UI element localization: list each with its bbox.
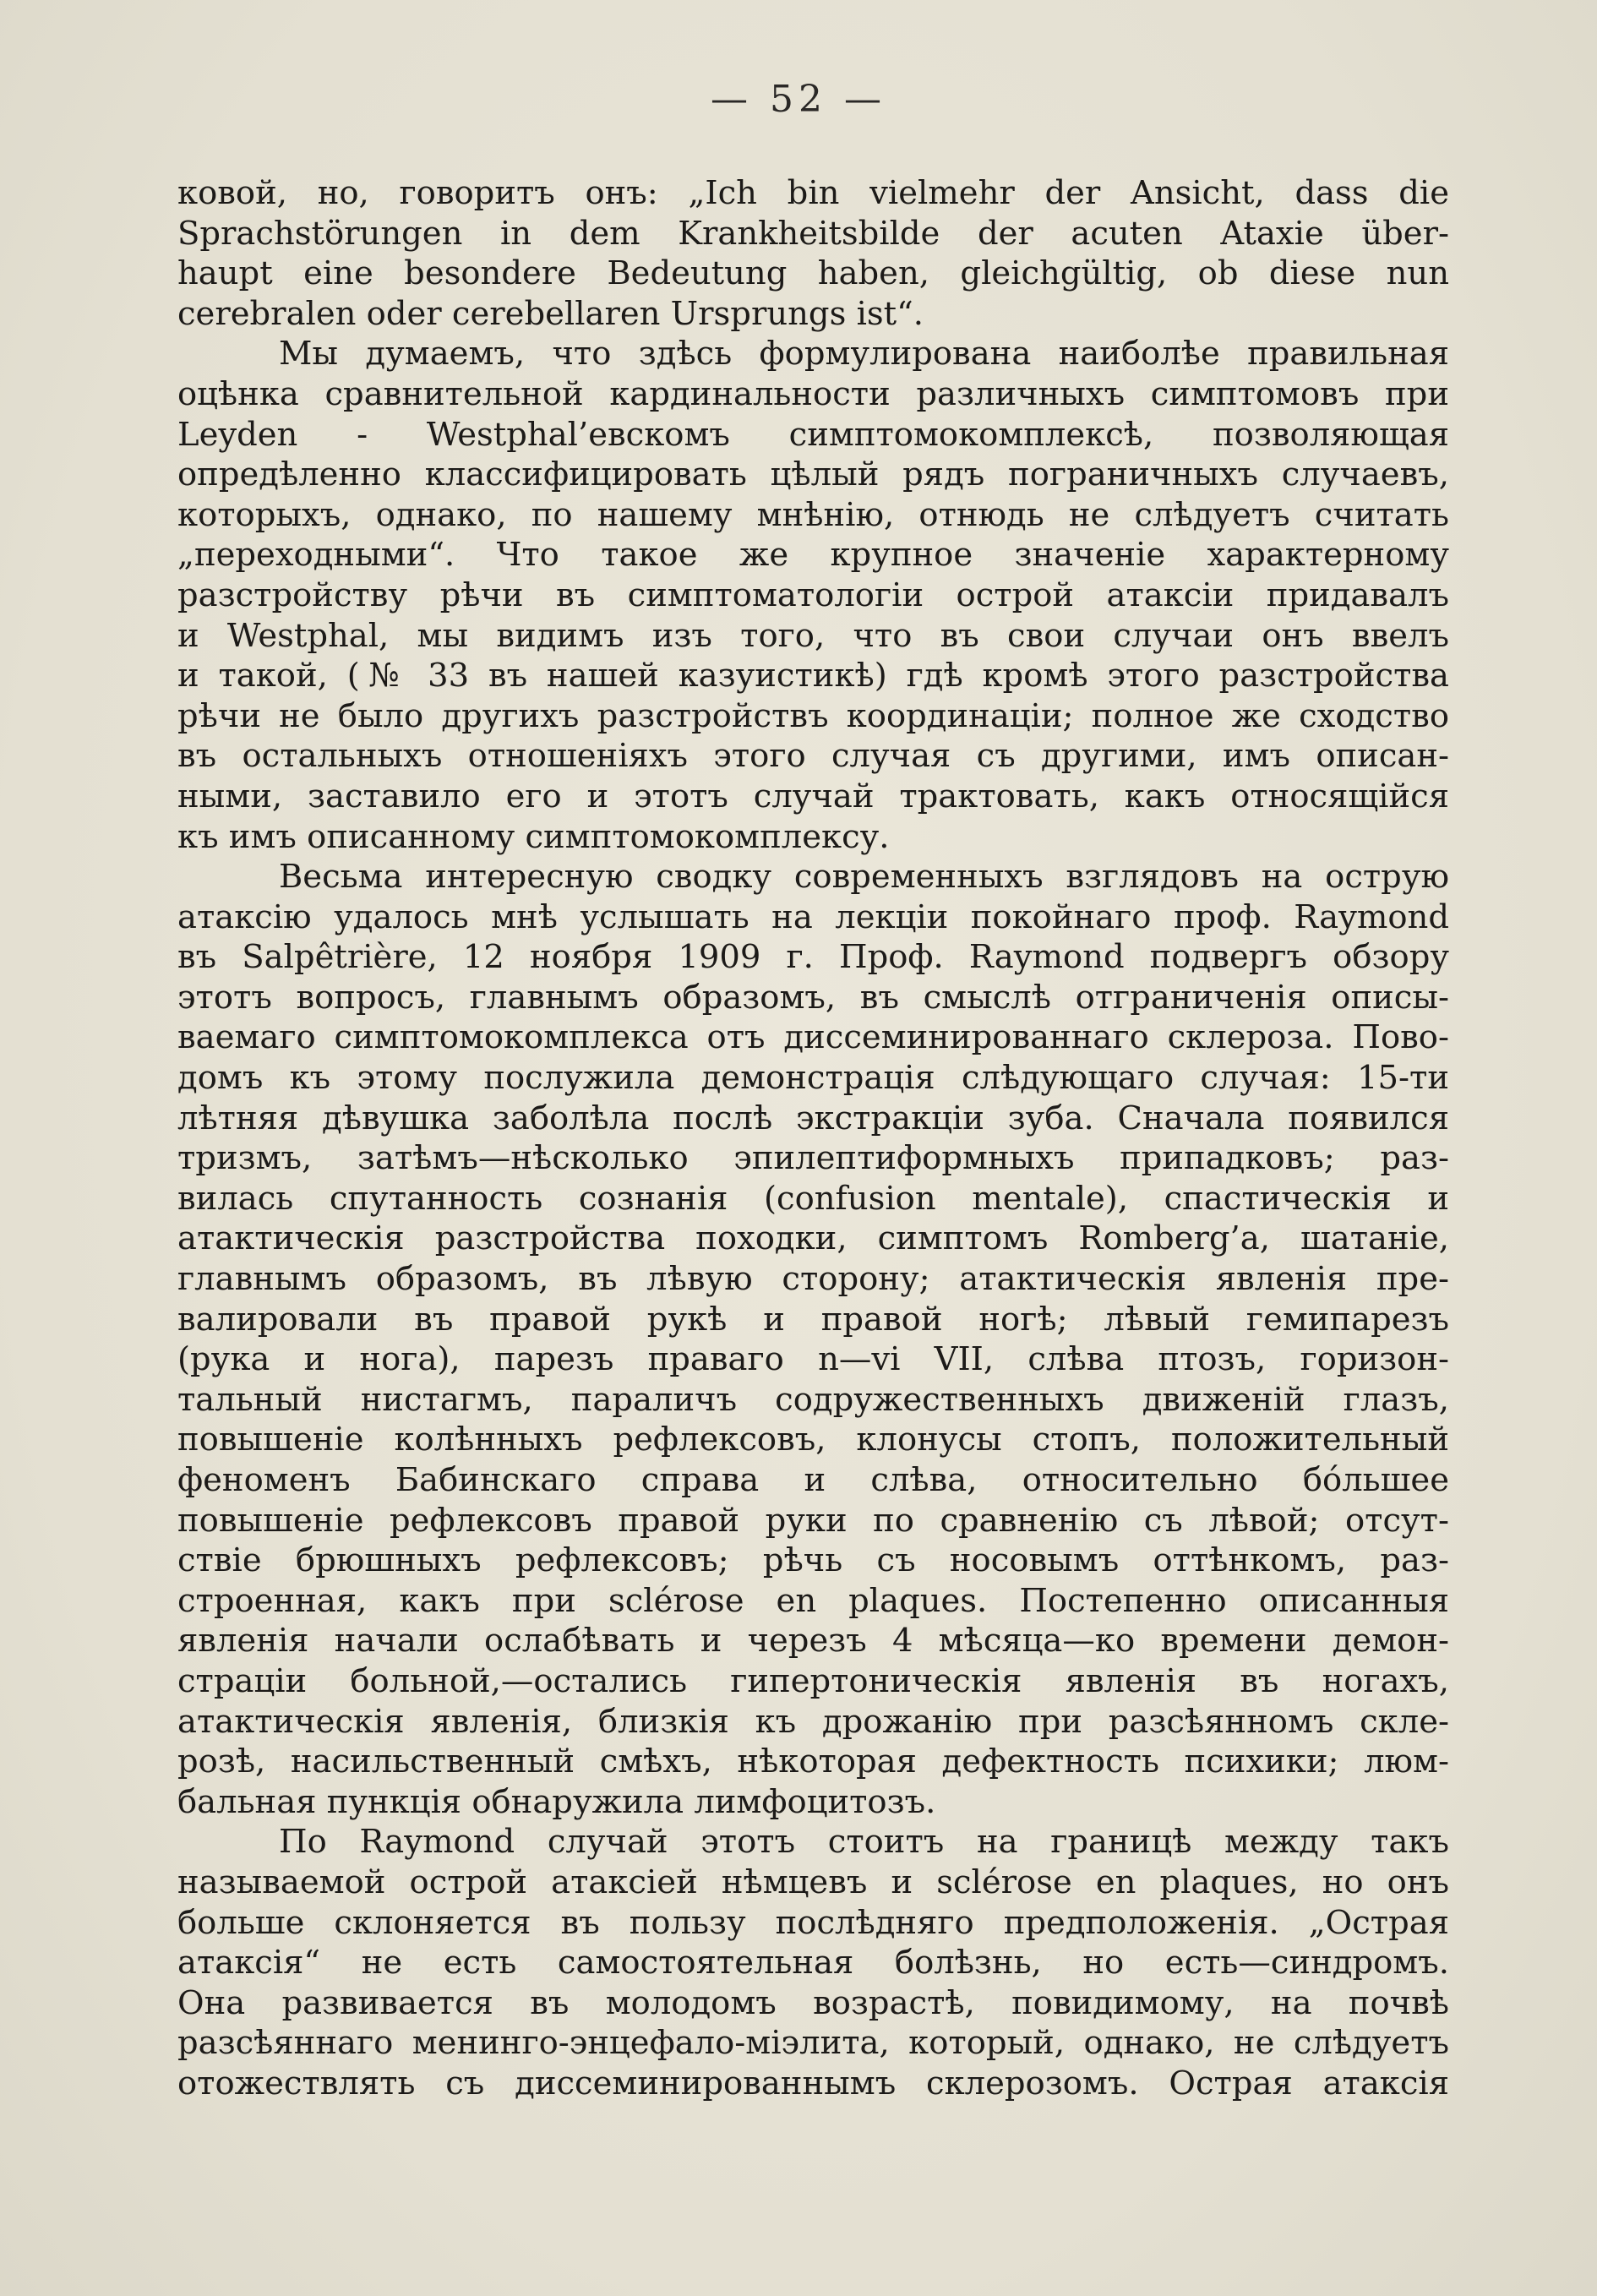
text-line: Leyden - Westphal’евскомъ симптомокомплексѣ, позволяющая <box>177 415 1449 454</box>
text-line: феноменъ Бабинскаго справа и слѣва, относительно бóльшее <box>177 1461 1449 1499</box>
text-body <box>177 173 1449 2104</box>
text-line: въ Salpêtrière, 12 ноября 1909 г. Проф. Raymond подвергъ обзору <box>177 938 1449 977</box>
text-line: атактическія разстройства походки, симптомъ Romberg’а, шатаніе, <box>177 1219 1449 1258</box>
text-line: этотъ вопросъ, главнымъ образомъ, въ смыслѣ отграниченія описы- <box>177 978 1449 1017</box>
text-line: бальная пункція обнаружила лимфоцитозъ. <box>177 1782 936 1821</box>
text-line: повышеніе колѣнныхъ рефлексовъ, клонусы стопъ, положительный <box>177 1421 1449 1459</box>
text-line: ными, заставило его и этотъ случай трактовать, какъ относящійся <box>177 777 1449 815</box>
text-line: „переходными“. Что такое же крупное значеніе характерному <box>177 536 1449 575</box>
text-line: въ остальныхъ отношеніяхъ этого случая съ другими, имъ описан- <box>177 737 1449 776</box>
text-line: haupt eine besondere Bedeutung haben, gleichgültig, ob diese nun <box>177 254 1449 293</box>
text-line: больше склоняется въ пользу послѣдняго предположенія. „Острая <box>177 1903 1449 1942</box>
text-line: рѣчи не было другихъ разстройствъ координаціи; полное же сходство <box>177 696 1449 735</box>
text-line: (рука и нога), парезъ праваго n—vi VII, слѣва птозъ, горизон- <box>177 1340 1449 1379</box>
text-line: которыхъ, однако, по нашему мнѣнію, отнюдь не слѣдуетъ считать <box>177 495 1449 534</box>
text-line: атаксію удалось мнѣ услышать на лекціи покойнаго проф. Raymond <box>177 897 1449 936</box>
text-line: ковой, но, говоритъ онъ: „Ich bin vielmehr der Ansicht, dass die <box>177 174 1449 212</box>
text-line: домъ къ этому послужила демонстрація слѣдующаго случая: 15-ти <box>177 1059 1449 1098</box>
text-line: явленія начали ослабѣвать и черезъ 4 мѣсяца—ко времени демон- <box>177 1622 1449 1661</box>
text-line: Весьма интересную сводку современныхъ взглядовъ на острую <box>279 858 1449 897</box>
text-line: разсѣяннаго менинго-энцефало-міэлита, который, однако, не слѣдуетъ <box>177 2024 1449 2063</box>
text-line: cerebralen oder cerebellaren Ursprungs ist“. <box>177 294 924 333</box>
text-line: тальный нистагмъ, параличъ содружественныхъ движеній глазъ, <box>177 1380 1449 1419</box>
text-line: тризмъ, затѣмъ—нѣсколько эпилептиформныхъ припадковъ; раз- <box>177 1139 1449 1178</box>
text-line: Мы думаемъ, что здѣсь формулирована наиболѣе правильная <box>279 335 1449 374</box>
page-number: — 52 — <box>711 78 886 121</box>
text-line: и такой, (№ 33 въ нашей казуистикѣ) гдѣ кромѣ этого разстройства <box>177 657 1449 695</box>
text-line: атактическія явленія, близкія къ дрожанію при разсѣянномъ скле- <box>177 1702 1449 1741</box>
text-line: вилась спутанность сознанія (confusion mentale), спастическія и <box>177 1179 1449 1218</box>
paragraph <box>177 1822 1449 2103</box>
text-line: Она развивается въ молодомъ возрастѣ, повидимому, на почвѣ <box>177 1983 1449 2022</box>
text-line: къ имъ описанному симптомокомплексу. <box>177 817 890 856</box>
text-line: опредѣленно классифицировать цѣлый рядъ пограничныхъ случаевъ, <box>177 455 1449 494</box>
paragraph <box>177 857 1449 1822</box>
text-line: Sprachstörungen in dem Krankheitsbilde der acuten Ataxie über- <box>177 214 1449 253</box>
text-line: лѣтняя дѣвушка заболѣла послѣ экстракціи зуба. Сначала появился <box>177 1099 1449 1137</box>
paragraph <box>177 173 1449 334</box>
text-line: главнымъ образомъ, въ лѣвую сторону; атактическія явленія пре- <box>177 1260 1449 1299</box>
text-line: ваемаго симптомокомплекса отъ диссеминированнаго склероза. Пово- <box>177 1018 1449 1057</box>
text-line: розѣ, насильственный смѣхъ, нѣкоторая дефектность психики; люм- <box>177 1742 1449 1781</box>
text-line: По Raymond случай этотъ стоитъ на границѣ между такъ <box>279 1823 1449 1862</box>
text-line: и Westphal, мы видимъ изъ того, что въ свои случаи онъ ввелъ <box>177 616 1449 655</box>
text-line: атаксія“ не есть самостоятельная болѣзнь, но есть—синдромъ. <box>177 1944 1449 1982</box>
text-line: валировали въ правой рукѣ и правой ногѣ; лѣвый гемипарезъ <box>177 1300 1449 1339</box>
text-line: повышеніе рефлексовъ правой руки по сравненію съ лѣвой; отсут- <box>177 1501 1449 1540</box>
text-line: страціи больной,—остались гипертоническія явленія въ ногахъ, <box>177 1661 1449 1700</box>
text-line: разстройству рѣчи въ симптоматологіи острой атаксіи придавалъ <box>177 575 1449 614</box>
text-line: строенная, какъ при sclérose en plaques. Постепенно описанныя <box>177 1581 1449 1620</box>
text-line: отожествлять съ диссеминированнымъ склерозомъ. Острая атаксія <box>177 2064 1449 2102</box>
text-line: называемой острой атаксіей нѣмцевъ и sclérose en plaques, но онъ <box>177 1862 1449 1901</box>
text-line: оцѣнка сравнительной кардинальности различныхъ симптомовъ при <box>177 374 1449 413</box>
paragraph <box>177 334 1449 857</box>
text-line: ствіе брюшныхъ рефлексовъ; рѣчь съ носовымъ оттѣнкомъ, раз- <box>177 1541 1449 1580</box>
